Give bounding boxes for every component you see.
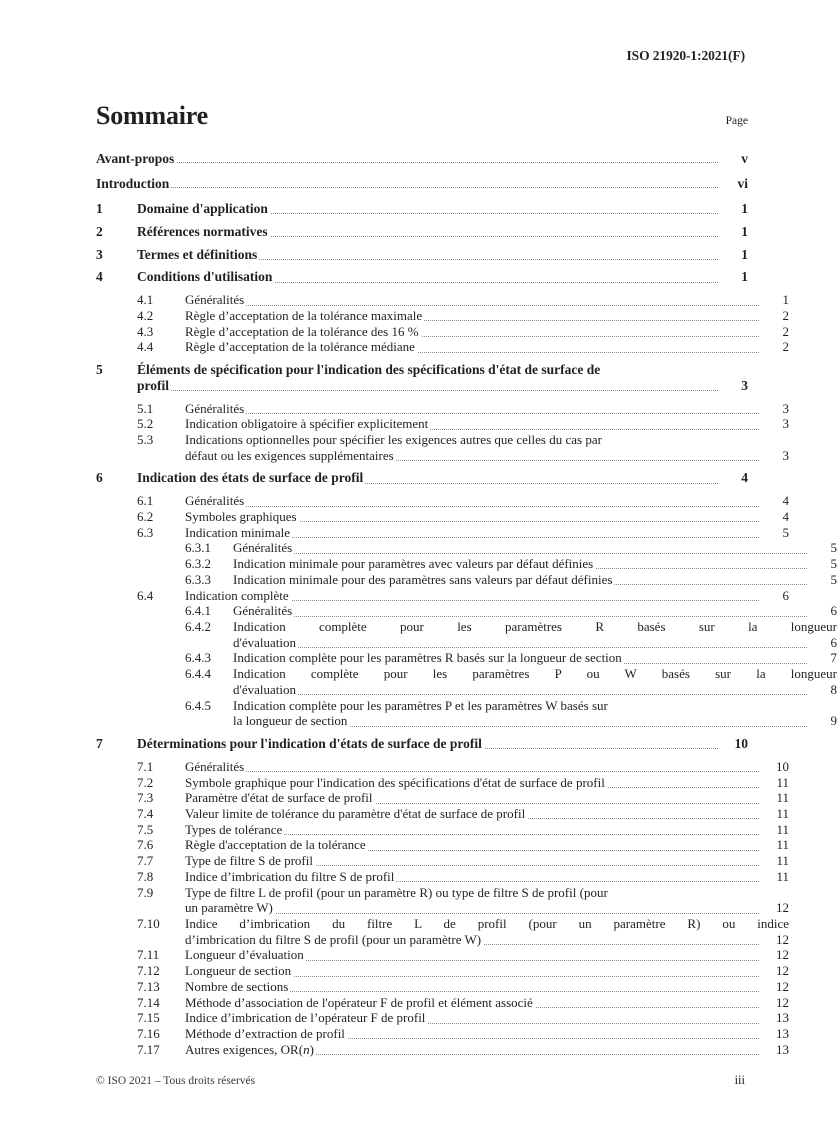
toc-entry-body [185, 885, 789, 916]
toc-entry-label: Introduction [96, 175, 170, 191]
toc-entry-body [185, 509, 759, 525]
toc-entry-page: 9 [830, 713, 837, 729]
toc-entry-label: Généralités [185, 400, 245, 416]
toc-entry-number: 7.16 [137, 1026, 160, 1041]
toc-entry-page: 4 [782, 508, 789, 524]
toc-entry-page: 13 [776, 1026, 789, 1041]
toc-entry-number: 4.2 [137, 307, 154, 323]
toc-entry[interactable] [96, 493, 789, 509]
toc-entry-label: défaut ou les exigences supplémentaires [185, 447, 394, 463]
toc-entry-body [137, 362, 748, 394]
toc-entry-wrap-line [233, 635, 837, 651]
toc-entry[interactable] [96, 588, 789, 604]
toc-entry-page: 1 [741, 246, 748, 262]
toc-entry-page: 6 [782, 587, 789, 603]
toc-entry-label: d’imbrication du filtre S de profil (pour un paramètre W) [185, 931, 482, 947]
toc-entry-page: 2 [782, 323, 789, 339]
toc-entry-label: Longueur de section [185, 963, 292, 979]
toc-entry[interactable] [96, 666, 837, 697]
toc-entry-label: d'évaluation [233, 634, 296, 650]
toc-entry-page: vi [737, 175, 748, 191]
toc-entry-page: 2 [782, 339, 789, 355]
toc-entry-label: Indice d’imbrication du filtre S de profil [185, 868, 395, 884]
toc-entry-page: 12 [776, 994, 789, 1010]
toc-entry-body [233, 698, 837, 729]
toc-entry-number: 4.4 [137, 339, 154, 355]
toc-entry-page: 10 [734, 736, 748, 751]
toc-entry-number: 5.3 [137, 432, 154, 447]
toc-entry-page: 11 [776, 790, 789, 806]
toc-entry-page: 12 [776, 931, 789, 947]
toc-entry-page: 6 [830, 634, 837, 650]
toc-entry[interactable] [96, 152, 748, 166]
page-title-row [96, 103, 748, 129]
toc-entry-page: 5 [830, 540, 837, 556]
dot-leader [233, 616, 807, 617]
toc-entry-page: 13 [776, 1041, 789, 1057]
dot-leader [233, 647, 807, 648]
toc-entry-label: Paramètre d'état de surface de profil [185, 790, 373, 806]
toc-entry-page: 12 [776, 978, 789, 994]
toc-entry-label: Indice d’imbrication de l’opérateur F de profil [185, 1010, 426, 1026]
toc-entry-body [233, 572, 807, 588]
toc-entry-body [185, 493, 759, 509]
toc-entry-number: 7.13 [137, 978, 160, 994]
toc-entry[interactable] [96, 177, 748, 191]
toc-entry-page: 1 [741, 223, 748, 239]
toc-entry[interactable] [96, 324, 789, 340]
toc-entry[interactable] [96, 339, 789, 355]
toc-entry-number: 6.4.3 [185, 650, 211, 666]
toc-entry-number: 7.7 [137, 853, 154, 869]
toc-entry[interactable] [96, 698, 837, 729]
toc-entry-label: Déterminations pour l'indication d'états de surface de profil [137, 736, 482, 751]
toc-entry-number: 7.1 [137, 758, 154, 774]
toc-entry-number: 7.6 [137, 837, 154, 853]
toc-entry-page: 3 [782, 416, 789, 432]
toc-entry-body [185, 324, 759, 340]
toc-entry[interactable] [96, 470, 748, 486]
toc-entry-body [185, 916, 789, 947]
toc-entry-number: 7 [96, 736, 103, 751]
toc-entry-label: Indication des états de surface de profil [137, 470, 364, 486]
toc-entry-body [96, 177, 718, 191]
toc-entry[interactable] [96, 995, 789, 1011]
toc-entry[interactable] [96, 1042, 789, 1058]
toc-entry-body [233, 603, 807, 619]
toc-entry-wrap-line [137, 378, 748, 394]
toc-entry-page: 11 [776, 774, 789, 790]
toc-entry-page: 12 [776, 963, 789, 979]
toc-entry-number: 7.3 [137, 790, 154, 806]
toc-entry-number: 6.4.1 [185, 603, 211, 619]
toc-entry-body [185, 869, 759, 885]
toc-entry-number: 6 [96, 470, 103, 486]
toc-entry[interactable] [96, 947, 789, 963]
toc-entry-body [185, 416, 759, 432]
toc-entry-label: Généralités [185, 292, 245, 308]
toc-entry-number: 6.3 [137, 524, 154, 540]
toc-entry-label: la longueur de section [233, 713, 348, 729]
copyright-notice: © ISO 2021 – Tous droits réservés [96, 1075, 256, 1087]
toc-entry-label: Types de tolérance [185, 821, 283, 837]
toc-entry[interactable] [96, 790, 789, 806]
toc-entry-body [185, 947, 759, 963]
toc-entry[interactable] [96, 759, 789, 775]
toc-entry-wrap-line [185, 900, 789, 916]
toc-entry[interactable] [96, 269, 748, 285]
toc-entry[interactable] [96, 432, 789, 463]
toc-entry-number: 2 [96, 223, 103, 239]
toc-entry-body [137, 470, 718, 486]
toc-entry[interactable] [96, 362, 748, 394]
toc-entry-number: 7.4 [137, 805, 154, 821]
toc-entry-body [185, 963, 759, 979]
toc-entry-number: 7.10 [137, 915, 160, 931]
table-of-contents [96, 151, 837, 1057]
toc-entry-label-line: Indication complète pour les paramètres P et les paramètres W basés sur [233, 697, 608, 713]
toc-entry-page: 5 [830, 571, 837, 587]
toc-entry[interactable] [96, 509, 789, 525]
toc-entry-label: Termes et définitions [137, 246, 258, 262]
toc-entry-page: 13 [776, 1010, 789, 1026]
toc-entry-label-line: Éléments de spécification pour l'indication des spécifications d'état de surface de [137, 362, 601, 377]
dot-leader [185, 305, 759, 306]
toc-entry-label: Méthode d’extraction de profil [185, 1026, 345, 1041]
toc-entry-body [233, 666, 837, 697]
toc-entry-number: 7.9 [137, 884, 154, 900]
toc-entry-number: 6.1 [137, 493, 154, 509]
toc-entry-body [185, 588, 759, 604]
toc-entry-label: Règle d’acceptation de la tolérance des 16 % [185, 323, 419, 339]
toc-entry-page: 1 [741, 201, 748, 216]
toc-entry-label: Généralités [233, 540, 293, 556]
toc-entry-page: 11 [776, 805, 789, 821]
page-title: Sommaire [96, 101, 209, 130]
toc-entry-page: 1 [782, 292, 789, 308]
toc-entry[interactable] [96, 650, 837, 666]
toc-entry-body [185, 292, 759, 308]
toc-entry[interactable] [96, 1010, 789, 1026]
page-column-label: Page [725, 115, 748, 127]
toc-entry-body [185, 401, 759, 417]
toc-entry-number: 6.3.2 [185, 556, 211, 572]
dot-leader [96, 162, 718, 163]
toc-entry-label: Méthode d’association de l'opérateur F de profil et élément associé [185, 994, 533, 1010]
toc-entry-body [233, 556, 807, 572]
toc-entry-label: Indication obligatoire à spécifier explicitement [185, 416, 429, 432]
toc-entry-page: 10 [776, 758, 789, 774]
toc-entry-number: 7.15 [137, 1010, 160, 1026]
toc-entry-label-line: Indication complète pour les paramètres R basés sur la longueur [233, 618, 837, 634]
toc-entry-body [96, 152, 718, 166]
toc-entry-label: Nombre de sections [185, 978, 289, 994]
toc-entry-page: 3 [741, 377, 748, 393]
toc-entry-label: Longueur d’évaluation [185, 947, 304, 963]
toc-entry-page: 2 [782, 307, 789, 323]
toc-entry-number: 7.2 [137, 774, 154, 790]
toc-entry-label: Indication minimale pour paramètres avec valeurs par défaut définies [233, 556, 594, 572]
toc-entry-wrap-line [185, 932, 789, 948]
toc-entry-label: Indication minimale [185, 524, 291, 540]
toc-entry-label-line: Indications optionnelles pour spécifier les exigences autres que celles du cas par [185, 432, 602, 447]
toc-entry[interactable] [96, 556, 837, 572]
toc-entry-label: Indication complète pour les paramètres R basés sur la longueur de section [233, 650, 622, 666]
toc-entry-number: 4 [96, 269, 103, 285]
toc-entry-body [185, 308, 759, 324]
toc-entry-label: Règle d’acceptation de la tolérance médiane [185, 339, 415, 355]
toc-entry-label: Règle d’acceptation de la tolérance maximale [185, 307, 423, 323]
toc-entry-number: 7.5 [137, 821, 154, 837]
dot-leader [185, 771, 759, 772]
toc-entry[interactable] [96, 525, 789, 541]
toc-entry-body [233, 619, 837, 650]
toc-entry-body [137, 736, 718, 752]
toc-entry-page: 11 [776, 821, 789, 837]
toc-entry-number: 4.1 [137, 292, 154, 308]
toc-entry-number: 1 [96, 201, 103, 216]
toc-entry-label: Généralités [185, 758, 245, 774]
toc-entry[interactable] [96, 963, 789, 979]
toc-entry-body [185, 853, 759, 869]
toc-entry[interactable] [96, 308, 789, 324]
toc-entry-label: Règle d'acceptation de la tolérance [185, 837, 366, 853]
toc-entry-number: 5 [96, 362, 103, 377]
toc-entry-page: 4 [741, 470, 748, 486]
toc-entry-page: 3 [782, 447, 789, 463]
toc-entry[interactable] [96, 979, 789, 995]
toc-entry-number: 6.4 [137, 587, 154, 603]
toc-entry-label: Type de filtre S de profil [185, 853, 313, 869]
toc-entry-page: 5 [782, 524, 789, 540]
toc-entry-label: profil [137, 377, 170, 393]
toc-entry-label: d'évaluation [233, 681, 296, 697]
toc-entry-body [185, 1026, 759, 1042]
toc-entry[interactable] [96, 736, 748, 752]
dot-leader [233, 553, 807, 554]
toc-entry-body [233, 540, 807, 556]
toc-entry[interactable] [96, 401, 789, 417]
toc-entry-body [185, 775, 759, 791]
toc-entry-body [137, 224, 718, 240]
dot-leader [233, 694, 807, 695]
toc-entry-page: 12 [776, 900, 789, 916]
toc-entry-label: Autres exigences, OR(n) [185, 1041, 314, 1057]
toc-entry-page: 11 [776, 837, 789, 853]
toc-entry[interactable] [96, 869, 789, 885]
toc-entry-body [137, 201, 718, 217]
toc-entry-body [185, 525, 759, 541]
toc-entry[interactable] [96, 572, 837, 588]
toc-entry-number: 5.1 [137, 400, 154, 416]
toc-entry-number: 6.4.4 [185, 666, 211, 682]
dot-leader [96, 187, 718, 188]
dot-leader [137, 390, 718, 391]
toc-entry-label: Généralités [233, 603, 293, 619]
toc-entry-body [185, 822, 759, 838]
toc-entry[interactable] [96, 224, 748, 240]
toc-entry-body [137, 269, 718, 285]
toc-entry-page: 4 [782, 493, 789, 509]
toc-entry-body [185, 1010, 759, 1026]
toc-entry-label: Références normatives [137, 223, 268, 239]
toc-entry[interactable] [96, 416, 789, 432]
toc-entry[interactable] [96, 853, 789, 869]
page-folio: iii [734, 1073, 745, 1087]
toc-entry-number: 7.11 [137, 947, 160, 963]
toc-entry-page: 7 [830, 650, 837, 666]
toc-entry-label-line: Indication complète pour les paramètres P ou W basés sur la longueur [233, 666, 837, 682]
toc-entry-number: 6.3.3 [185, 571, 211, 587]
toc-entry-label-line: Type de filtre L de profil (pour un paramètre R) ou type de filtre S de profil (pour [185, 884, 608, 900]
toc-entry-page: 5 [830, 556, 837, 572]
toc-entry-label: un paramètre W) [185, 900, 273, 916]
toc-entry-body [185, 995, 759, 1011]
toc-entry[interactable] [96, 292, 789, 308]
toc-entry-body [137, 247, 718, 263]
toc-entry[interactable] [96, 540, 837, 556]
toc-entry-page: v [741, 151, 748, 166]
toc-entry[interactable] [96, 885, 789, 916]
toc-entry-label: Symboles graphiques [185, 508, 297, 524]
toc-entry[interactable] [96, 1026, 789, 1042]
toc-entry[interactable] [96, 916, 789, 947]
document-footer [96, 1073, 745, 1088]
toc-entry-wrap-line [185, 448, 789, 464]
toc-entry-wrap-line [233, 713, 837, 729]
toc-entry-number: 5.2 [137, 416, 154, 432]
toc-entry-wrap-line [233, 682, 837, 698]
toc-entry-page: 1 [741, 269, 748, 285]
toc-entry-number: 4.3 [137, 323, 154, 339]
toc-entry-body [233, 650, 807, 666]
toc-entry[interactable] [96, 247, 748, 263]
toc-entry-number: 7.12 [137, 963, 160, 979]
toc-entry-body [185, 432, 789, 463]
toc-entry-page: 8 [830, 681, 837, 697]
toc-entry[interactable] [96, 837, 789, 853]
toc-entry-body [185, 837, 759, 853]
toc-entry-label: Généralités [185, 493, 245, 509]
toc-entry-label: Conditions d'utilisation [137, 269, 273, 285]
toc-entry-body [185, 790, 759, 806]
toc-entry-number: 7.14 [137, 994, 160, 1010]
toc-entry-body [185, 979, 759, 995]
toc-entry-page: 6 [830, 603, 837, 619]
toc-entry-label: Domaine d'application [137, 201, 268, 216]
toc-entry-page: 3 [782, 400, 789, 416]
toc-entry-body [185, 1042, 759, 1058]
toc-entry-page: 11 [776, 868, 789, 884]
toc-entry[interactable] [96, 775, 789, 791]
toc-entry-number: 7.17 [137, 1041, 160, 1057]
toc-entry-number: 6.2 [137, 508, 154, 524]
toc-entry-label: Valeur limite de tolérance du paramètre d'état de surface de profil [185, 805, 526, 821]
toc-entry-body [185, 759, 759, 775]
toc-entry-body [185, 339, 759, 355]
dot-leader [185, 413, 759, 414]
toc-entry[interactable] [96, 619, 837, 650]
toc-entry[interactable] [96, 806, 789, 822]
toc-entry-label: Avant-propos [96, 151, 175, 166]
document-reference-header: ISO 21920-1:2021(F) [626, 48, 745, 63]
toc-entry-number: 6.4.2 [185, 618, 211, 634]
toc-entry-body [185, 806, 759, 822]
toc-entry-label: Symbole graphique pour l'indication des spécifications d'état de surface de profil [185, 774, 605, 790]
toc-entry-number: 6.3.1 [185, 540, 211, 556]
toc-entry-label: Indication complète [185, 587, 289, 603]
toc-entry[interactable] [96, 201, 748, 217]
toc-entry-number: 3 [96, 246, 103, 262]
toc-entry[interactable] [96, 603, 837, 619]
toc-entry-page: 11 [776, 853, 789, 869]
toc-entry-label: Indication minimale pour des paramètres sans valeurs par défaut définies [233, 571, 613, 587]
toc-entry[interactable] [96, 822, 789, 838]
toc-entry-number: 7.8 [137, 868, 154, 884]
dot-leader [185, 506, 759, 507]
toc-entry-page: 12 [776, 947, 789, 963]
toc-entry-label-line: Indice d’imbrication du filtre L de profil (pour un paramètre R) ou indice [185, 915, 789, 931]
toc-entry-number: 6.4.5 [185, 697, 211, 713]
